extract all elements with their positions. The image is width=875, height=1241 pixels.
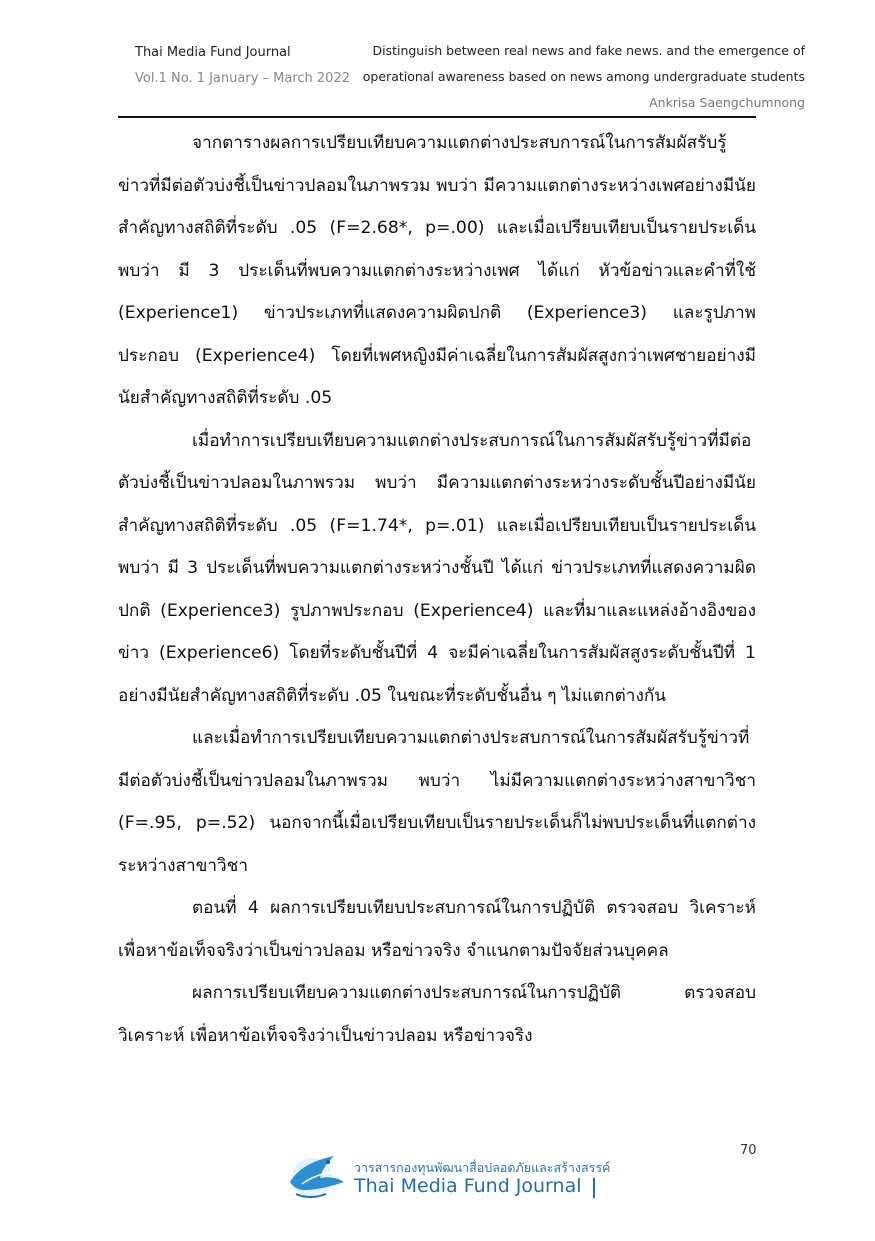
section-heading-paragraph: ตอนที่ 4 ผลการเปรียบเทียบประสบการณ์ในการปฏิบัติ ตรวจสอบ วิเคราะห์ เพื่อหาข้อเท็จจริงว่าเป็นข่าวปลอม หรือข่าวจริง จำแนกตามปัจจัยส่วนบุคคล	[118, 898, 756, 961]
body-text	[118, 122, 756, 1057]
paragraph: จากตารางผลการเปรียบเทียบความแตกต่างประสบการณ์ในการสัมผัสรับรู้ข่าวที่มีต่อตัวบ่งชี้เป็นข่าวปลอมในภาพรวม พบว่า มีความแตกต่างระหว่างเพศอย่างมีนัยสำคัญทางสถิติที่ระดับ .05 (F=2.68*, p=.00) และเมื่อเปรียบเทียบเป็นรายประเด็น พบว่า มี 3 ประเด็นที่พบความแตกต่างระหว่างเพศ ได้แก่ หัวข้อข่าวและคำที่ใช้ (Experience1) ข่าวประเภทที่แสดงความผิดปกติ (Experience3) และรูปภาพประกอบ (Experience4) โดยที่เพศหญิงมีค่าเฉลี่ยในการสัมผัสสูงกว่าเพศชายอย่างมีนัยสำคัญทางสถิติที่ระดับ .05	[118, 133, 756, 408]
footer-logo-block	[282, 1148, 612, 1204]
article-author: Ankrisa Saengchumnong	[649, 95, 805, 110]
footer-thai-name: วารสารกองทุนพัฒนาสื่อปลอดภัยและสร้างสรรค์	[354, 1160, 611, 1175]
footer-bar	[593, 1178, 595, 1198]
page-number: 70	[740, 1143, 757, 1158]
paragraph: เมื่อทำการเปรียบเทียบความแตกต่างประสบการณ์ในการสัมผัสรับรู้ข่าวที่มีต่อตัวบ่งชี้เป็นข่าวปลอมในภาพรวม พบว่า มีความแตกต่างระหว่างระดับชั้นปีอย่างมีนัยสำคัญทางสถิติที่ระดับ .05 (F=1.74*, p=.01) และเมื่อเปรียบเทียบเป็นรายประเด็น พบว่า มี 3 ประเด็นที่พบความแตกต่างระหว่างชั้นปี ได้แก่ ข่าวประเภทที่แสดงความผิดปกติ (Experience3) รูปภาพประกอบ (Experience4) และที่มาและแหล่งอ้างอิงของข่าว (Experience6) โดยที่ระดับชั้นปีที่ 4 จะมีค่าเฉลี่ยในการสัมผัสสูงระดับชั้นปีที่ 1 อย่างมีนัยสำคัญทางสถิติที่ระดับ .05 ในขณะที่ระดับชั้นอื่น ๆ ไม่แตกต่างกัน	[118, 430, 756, 706]
bird-logo-icon	[282, 1148, 352, 1204]
footer-english-name: Thai Media Fund Journal	[354, 1175, 582, 1197]
article-title-line1: Distinguish between real news and fake news. and the emergence of	[372, 43, 805, 58]
paragraph: ผลการเปรียบเทียบความแตกต่างประสบการณ์ในการปฏิบัติ ตรวจสอบ วิเคราะห์ เพื่อหาข้อเท็จจริงว่าเป็นข่าวปลอม หรือข่าวจริง	[118, 983, 756, 1046]
paragraph: และเมื่อทำการเปรียบเทียบความแตกต่างประสบการณ์ในการสัมผัสรับรู้ข่าวที่มีต่อตัวบ่งชี้เป็นข่าวปลอมในภาพรวม พบว่า ไม่มีความแตกต่างระหว่างสาขาวิชา (F=.95, p=.52) นอกจากนี้เมื่อเปรียบเทียบเป็นรายประเด็นก็ไม่พบประเด็นที่แตกต่างระหว่างสาขาวิชา	[118, 728, 756, 876]
article-title-line2: operational awareness based on news among undergraduate students	[362, 69, 805, 84]
header-left	[135, 40, 350, 92]
journal-name: Thai Media Fund Journal	[135, 45, 291, 60]
header-right	[363, 38, 805, 116]
volume-info: Vol.1 No. 1 January – March 2022	[135, 71, 350, 86]
header-rule	[118, 116, 756, 118]
